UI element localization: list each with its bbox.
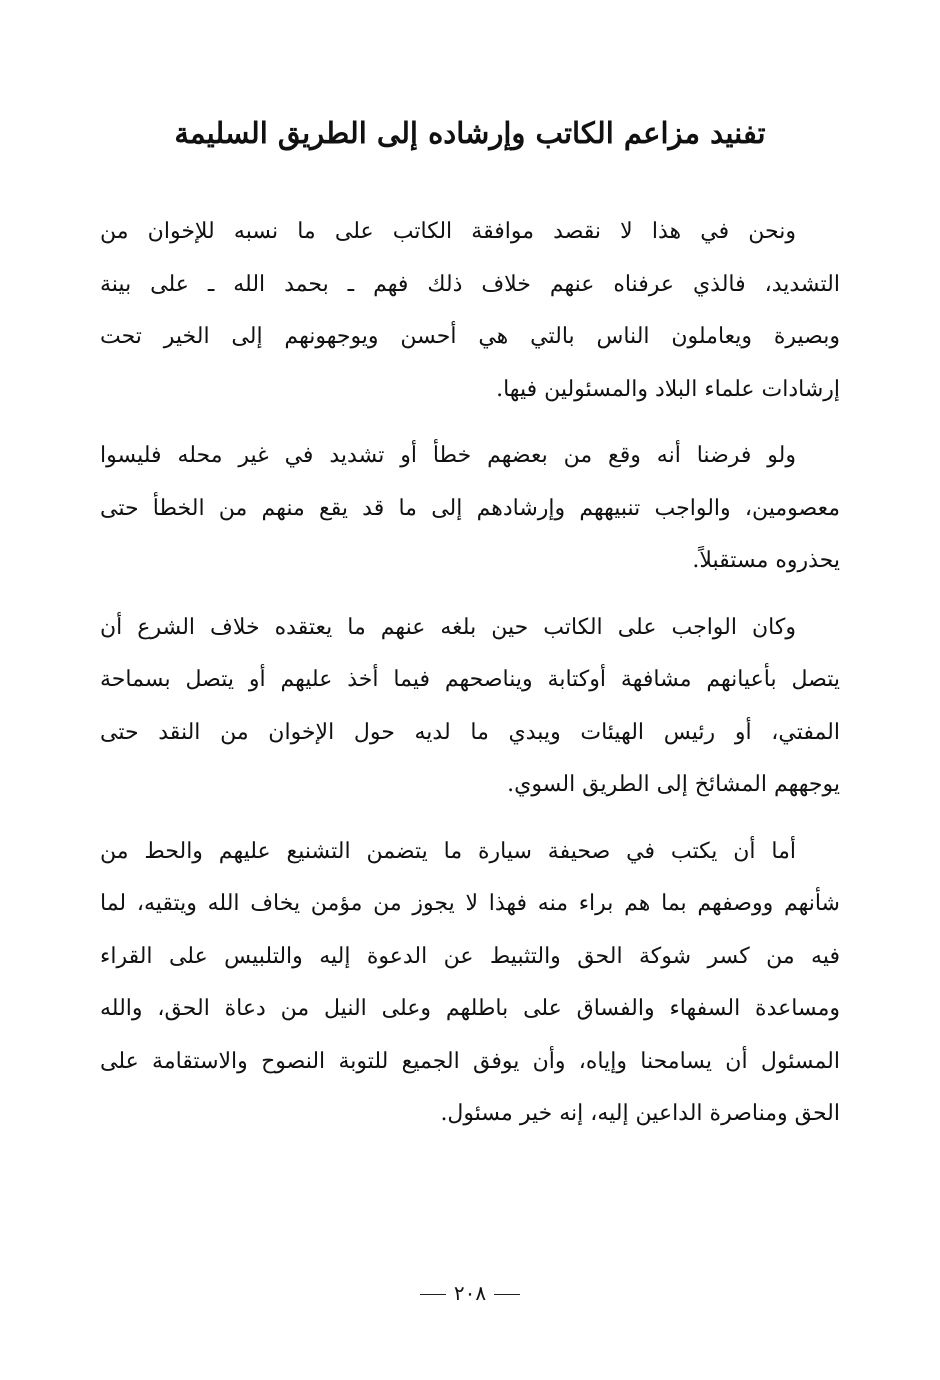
- text-line: شأنهم ووصفهم بما هم براء منه فهذا لا يجوز من مؤمن يخاف الله ويتقيه، لما: [100, 891, 840, 916]
- text-line: معصومين، والواجب تنبيههم وإرشادهم إلى ما قد يقع منهم من الخطأ حتى: [100, 495, 840, 521]
- text-line: المفتي، أو رئيس الهيئات ويبدي ما لديه حول الإخوان من النقد حتى: [100, 719, 840, 745]
- text-line: وكان الواجب على الكاتب حين بلغه عنهم ما يعتقده خلاف الشرع أن: [100, 614, 796, 640]
- page-number-value: ٢٠٨: [453, 1281, 487, 1305]
- text-line: يحذروه مستقبلاً.: [692, 548, 840, 573]
- paragraph-4: [100, 826, 840, 1141]
- text-line: الحق ومناصرة الداعين إليه، إنه خير مسئول.: [440, 1101, 840, 1126]
- text-line: إرشادات علماء البلاد والمسئولين فيها.: [496, 376, 840, 402]
- page-number-dash-left: [420, 1294, 446, 1295]
- text-line: التشديد، فالذي عرفناه عنهم خلاف ذلك فهم ـ بحمد الله ـ على بينة: [100, 271, 840, 297]
- page-number-dash-right: [494, 1294, 520, 1295]
- text-line: أما أن يكتب في صحيفة سيارة ما يتضمن التشنيع عليهم والحط من: [100, 838, 796, 864]
- page-title: تفنيد مزاعم الكاتب وإرشاده إلى الطريق السليمة: [174, 116, 766, 150]
- text-line: ونحن في هذا لا نقصد موافقة الكاتب على ما نسبه للإخوان من: [100, 219, 796, 244]
- page-number: [0, 1278, 940, 1308]
- text-line: فيه من كسر شوكة الحق والتثبيط عن الدعوة إليه والتلبيس على القراء: [100, 943, 840, 969]
- text-line: ومساعدة السفهاء والفساق على باطلهم وعلى النيل من دعاة الحق، والله: [100, 996, 840, 1021]
- text-line: يوجههم المشائخ إلى الطريق السوي.: [507, 772, 840, 797]
- text-line: وبصيرة ويعاملون الناس بالتي هي أحسن ويوجهونهم إلى الخير تحت: [100, 324, 840, 349]
- body-text: [100, 206, 840, 1155]
- paragraph-2: [100, 430, 840, 588]
- paragraph-1: [100, 206, 840, 416]
- text-line: يتصل بأعيانهم مشافهة أوكتابة ويناصحهم فيما أخذ عليهم أو يتصل بسماحة: [100, 667, 840, 692]
- paragraph-3: [100, 602, 840, 812]
- text-line: المسئول أن يسامحنا وإياه، وأن يوفق الجميع للتوبة النصوح والاستقامة على: [100, 1048, 840, 1074]
- text-line: ولو فرضنا أنه وقع من بعضهم خطأ أو تشديد في غير محله فليسوا: [100, 443, 796, 468]
